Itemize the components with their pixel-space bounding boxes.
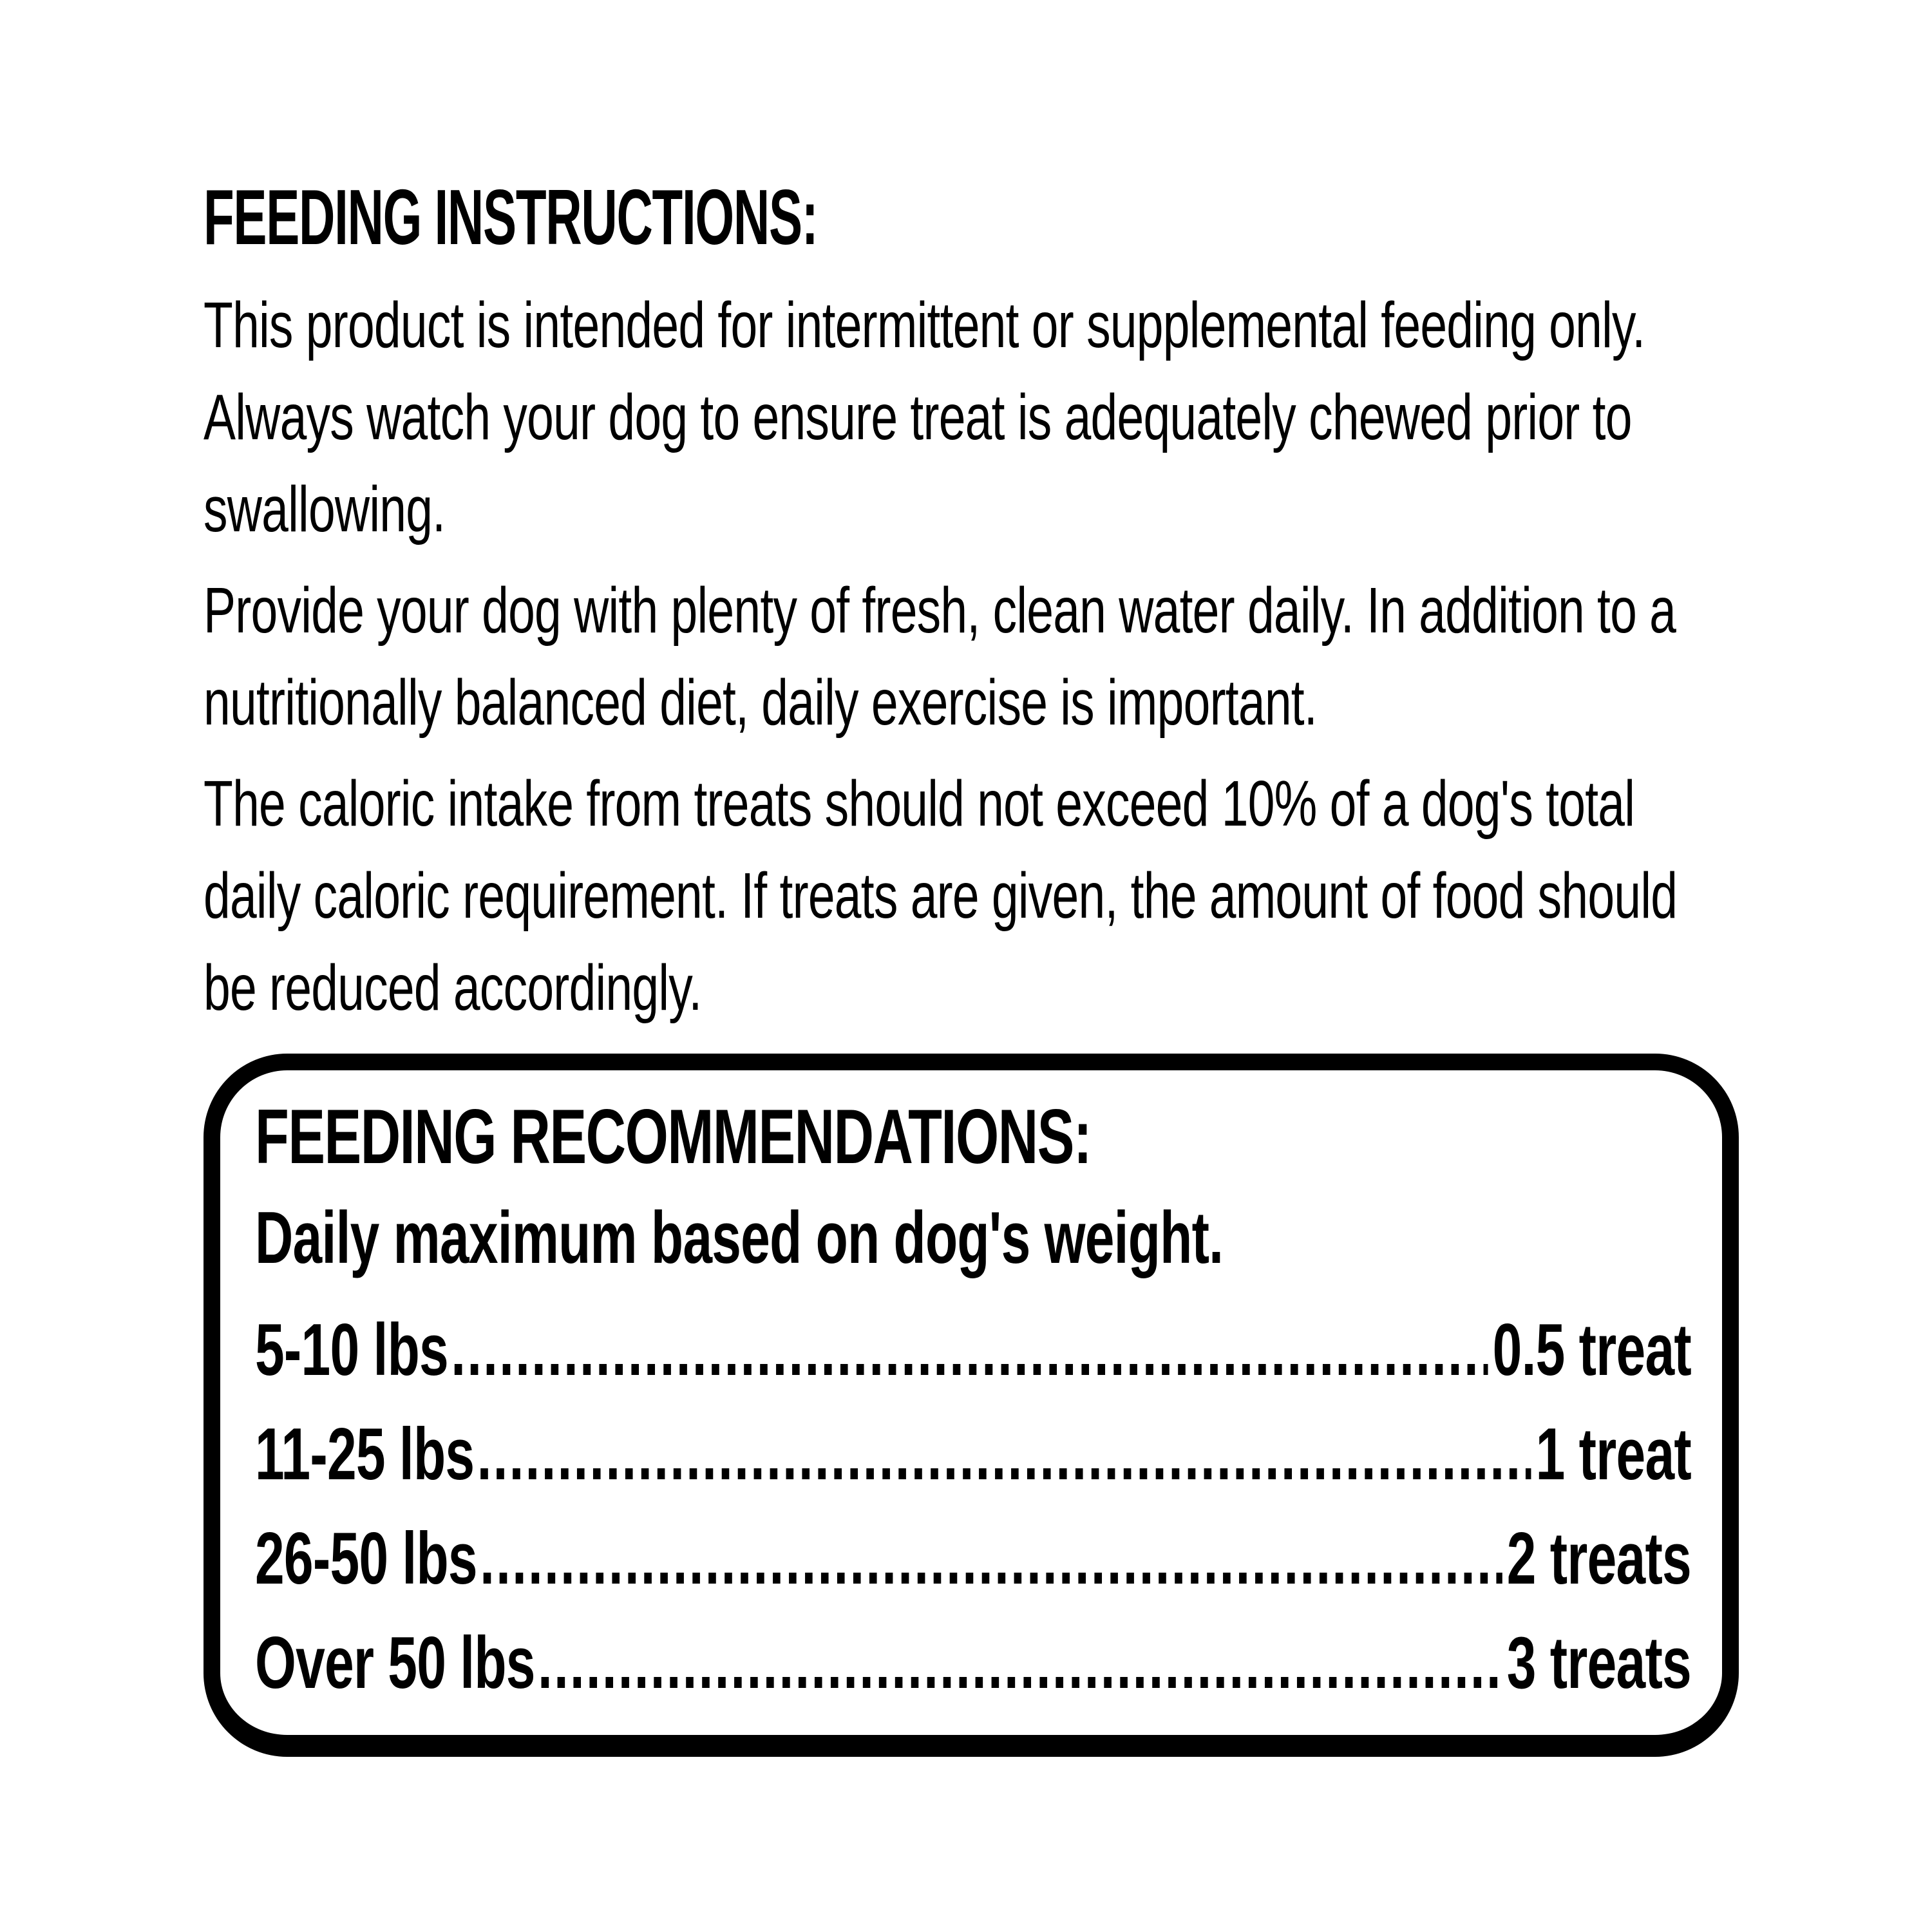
body-line: This product is intended for intermittent or supplemental feeding only.: [204, 289, 1645, 361]
feeding-row-5-10-lbs: [255, 1298, 1691, 1403]
paragraph-fresh-water: [204, 565, 1739, 749]
weight-range: 26-50 lbs: [255, 1518, 477, 1600]
body-line: Provide your dog with plenty of fresh, clean water daily. In addition to a: [204, 574, 1676, 647]
dot-leader: [477, 1403, 1531, 1507]
daily-maximum-subheading: Daily maximum based on dog's weight.: [255, 1197, 1224, 1279]
dot-leader: [451, 1298, 1488, 1403]
body-line: nutritionally balanced diet, daily exercise is important.: [204, 667, 1317, 739]
paragraph-intermittent-feeding: [204, 279, 1739, 556]
feeding-row-26-50-lbs: [255, 1507, 1691, 1611]
body-line: daily caloric requirement. If treats are given, the amount of food should: [204, 860, 1678, 932]
body-line: Always watch your dog to ensure treat is adequately chewed prior to: [204, 381, 1632, 453]
feeding-table: [255, 1298, 1691, 1716]
body-line: The caloric intake from treats should not exceed 10% of a dog's total: [204, 768, 1635, 840]
treat-amount: 1 treat: [1535, 1414, 1691, 1495]
weight-range: 11-25 lbs: [255, 1414, 475, 1495]
feeding-row-over-50-lbs: [255, 1611, 1691, 1716]
label-sheet: [204, 169, 1739, 1757]
dot-leader: [538, 1611, 1502, 1716]
body-line: be reduced accordingly.: [204, 952, 702, 1024]
treat-amount: 2 treats: [1506, 1518, 1691, 1600]
treat-amount: 0.5 treat: [1492, 1309, 1691, 1391]
weight-range: 5-10 lbs: [255, 1309, 448, 1391]
feeding-row-11-25-lbs: [255, 1403, 1691, 1507]
feeding-recommendations-box: [204, 1054, 1739, 1757]
body-line: swallowing.: [204, 473, 446, 545]
dot-leader: [480, 1507, 1502, 1611]
feeding-recommendations-heading: FEEDING RECOMMENDATIONS:: [255, 1094, 1092, 1180]
paragraph-caloric-intake: [204, 758, 1739, 1034]
feeding-instructions-title: FEEDING INSTRUCTIONS:: [204, 173, 818, 261]
weight-range: Over 50 lbs: [255, 1622, 535, 1704]
treat-amount: 3 treats: [1506, 1622, 1691, 1704]
